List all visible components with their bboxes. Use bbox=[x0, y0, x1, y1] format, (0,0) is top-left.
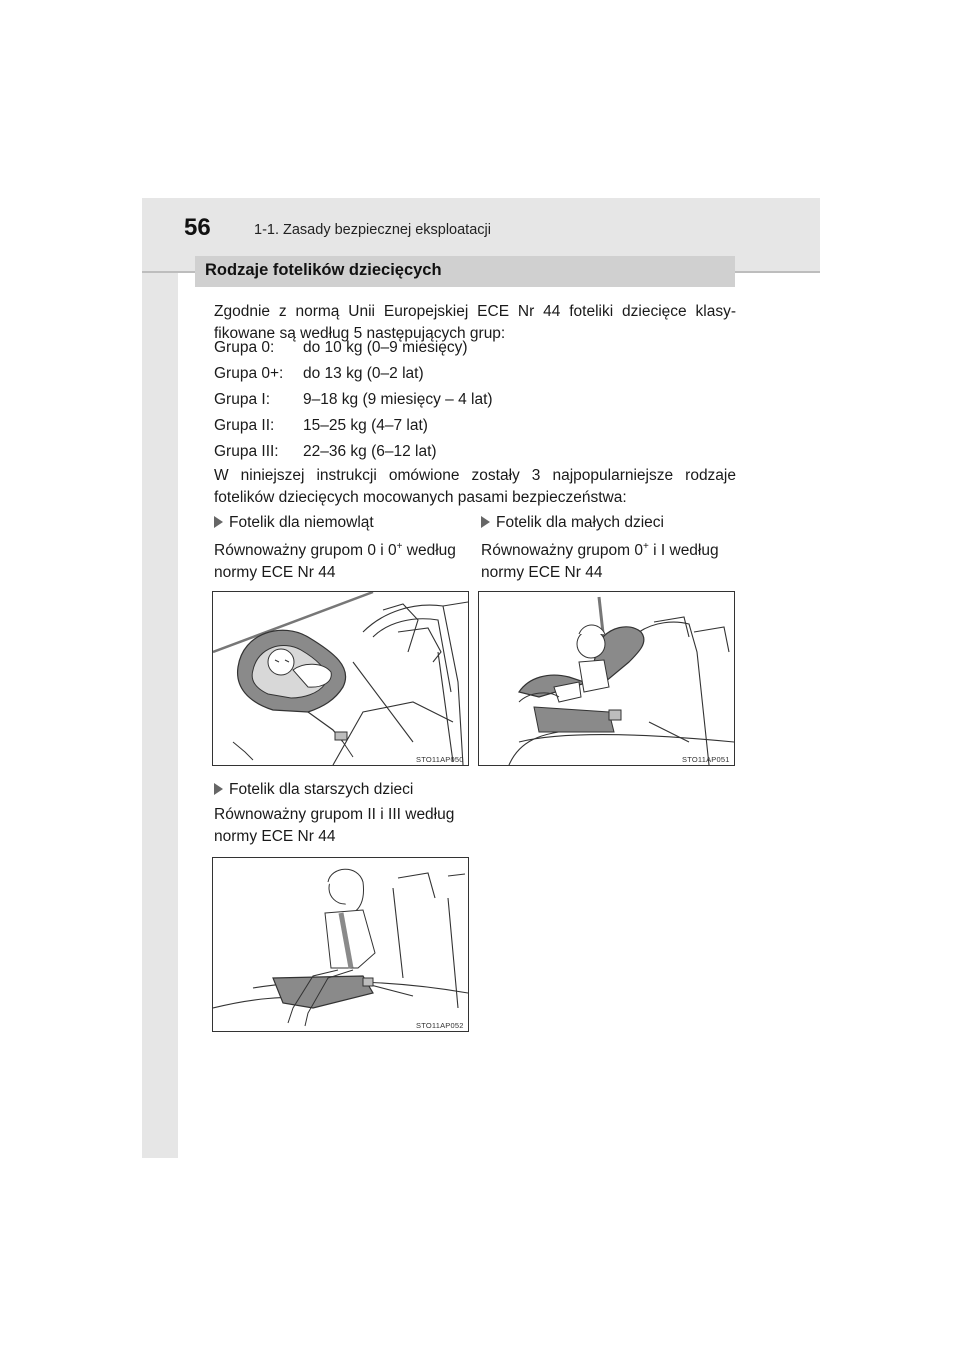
group-label: Grupa III: bbox=[214, 443, 279, 460]
older-seat-drawing bbox=[213, 858, 468, 1031]
toddler-seat-description: Równoważny grupom 0+ i I według normy ECE Nr 44 bbox=[481, 541, 719, 582]
group-label: Grupa 0: bbox=[214, 339, 275, 356]
group-value: do 13 kg (0–2 lat) bbox=[303, 365, 424, 382]
intro-line-1: Zgodnie z normą Unii Europejskiej ECE Nr 44 foteliki dziecięce klasy- bbox=[214, 303, 736, 320]
summary-line-1: W niniejszej instrukcji omówione zostały 3 najpopularniejsze rodzaje bbox=[214, 467, 736, 484]
intro-line-2: fikowane są według 5 następujących grup: bbox=[214, 325, 506, 342]
group-label: Grupa 0+: bbox=[214, 365, 284, 382]
bullet-triangle-icon bbox=[481, 516, 490, 528]
toddler-seat-heading: Fotelik dla małych dzieci bbox=[481, 514, 664, 532]
group-label: Grupa I: bbox=[214, 391, 270, 408]
section-title-bar bbox=[195, 256, 735, 287]
bullet-triangle-icon bbox=[214, 783, 223, 795]
group-value: do 10 kg (0–9 miesięcy) bbox=[303, 339, 468, 356]
summary-line-2: fotelików dziecięcych mocowanych pasami bezpieczeństwa: bbox=[214, 489, 627, 506]
page-number: 56 bbox=[184, 214, 211, 241]
older-seat-image-code: STO11AP052 bbox=[416, 1021, 464, 1030]
infant-seat-drawing bbox=[213, 592, 468, 765]
page-side-bar bbox=[142, 198, 178, 1158]
group-value: 9–18 kg (9 miesięcy – 4 lat) bbox=[303, 391, 493, 408]
group-value: 15–25 kg (4–7 lat) bbox=[303, 417, 428, 434]
infant-seat-description: Równoważny grupom 0 i 0+ według normy ECE Nr 44 bbox=[214, 541, 456, 582]
intro-paragraph bbox=[214, 301, 736, 345]
older-seat-description: Równoważny grupom II i III według normy ECE Nr 44 bbox=[214, 806, 455, 845]
group-value: 22–36 kg (6–12 lat) bbox=[303, 443, 437, 460]
older-seat-illustration bbox=[212, 857, 469, 1032]
infant-seat-image-code: STO11AP050 bbox=[416, 755, 464, 764]
infant-seat-illustration bbox=[212, 591, 469, 766]
section-title: Rodzaje fotelików dziecięcych bbox=[205, 261, 442, 279]
older-seat-heading: Fotelik dla starszych dzieci bbox=[214, 781, 413, 799]
section-breadcrumb: 1-1. Zasady bezpiecznej eksploatacji bbox=[254, 222, 491, 238]
toddler-seat-drawing bbox=[479, 592, 734, 765]
group-label: Grupa II: bbox=[214, 417, 275, 434]
summary-paragraph bbox=[214, 465, 736, 509]
bullet-triangle-icon bbox=[214, 516, 223, 528]
toddler-seat-illustration bbox=[478, 591, 735, 766]
infant-seat-heading: Fotelik dla niemowląt bbox=[214, 514, 374, 532]
toddler-seat-image-code: STO11AP051 bbox=[682, 755, 730, 764]
